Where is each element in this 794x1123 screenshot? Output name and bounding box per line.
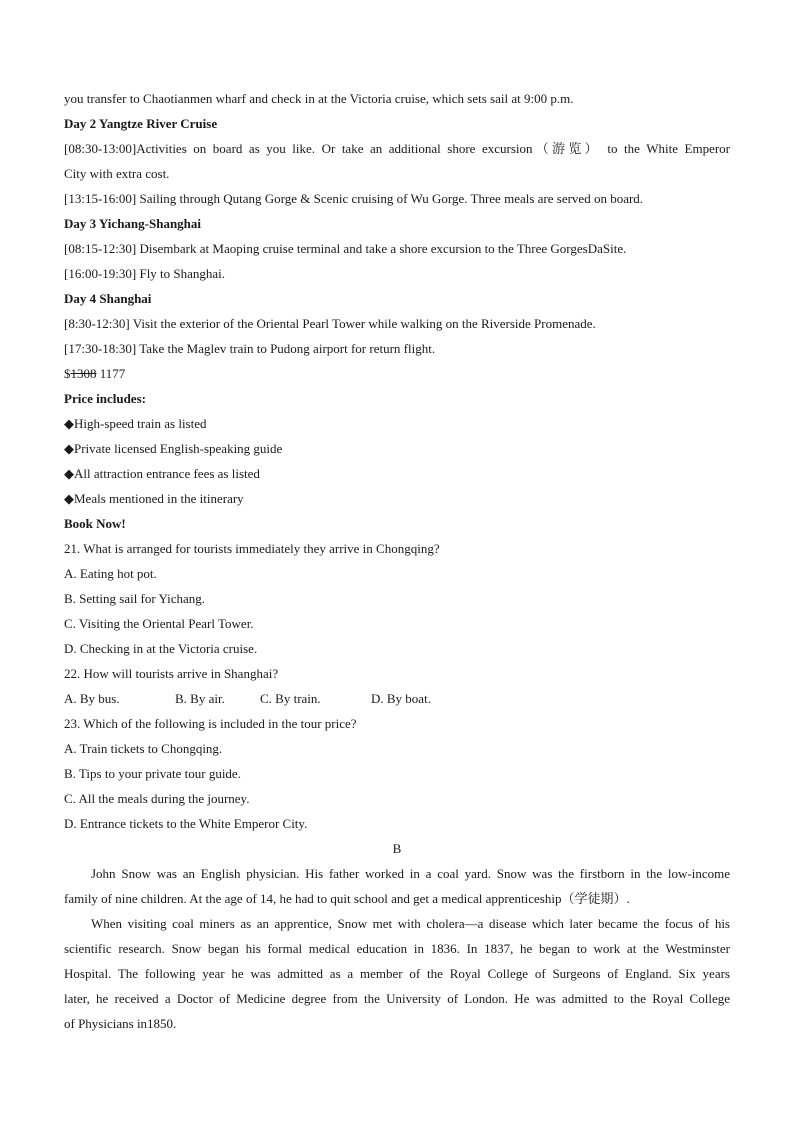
day3-item2: [16:00-19:30] Fly to Shanghai. xyxy=(64,266,226,281)
day3-item1: [08:15-12:30] Disembark at Maoping cruise terminal and take a shore excursion to the Three GorgesDaSite. xyxy=(64,241,627,256)
section-b-label: B xyxy=(392,841,402,856)
question-22-options xyxy=(64,686,730,711)
question-21-option-d: D. Checking in at the Victoria cruise. xyxy=(64,641,258,656)
question-21-option-c: C. Visiting the Oriental Pearl Tower. xyxy=(64,616,254,631)
includes-item: ◆All attraction entrance fees as listed xyxy=(64,466,260,481)
question-21-option-a: A. Eating hot pot. xyxy=(64,566,157,581)
question-22-option-a: A. By bus. xyxy=(64,691,120,706)
question-21-stem: 21. What is arranged for tourists immediately they arrive in Chongqing? xyxy=(64,541,440,556)
paragraph-2-line: scientific research. Snow began his formal medical education in 1836. In 1837, he began to work at the Westminster xyxy=(64,941,730,956)
question-22-option-c: C. By train. xyxy=(260,691,321,706)
day2-item2: [13:15-16:00] Sailing through Qutang Gorge & Scenic cruising of Wu Gorge. Three meals are served on board. xyxy=(64,191,644,206)
day2-item1-line1: [08:30-13:00]Activities on board as you like. Or take an additional shore excursion（游览） to the White Emperor xyxy=(64,141,730,156)
question-23-option-c: C. All the meals during the journey. xyxy=(64,791,250,806)
day3-heading: Day 3 Yichang-Shanghai xyxy=(64,216,202,231)
question-22-option-b: B. By air. xyxy=(175,691,225,706)
day2-heading: Day 2 Yangtze River Cruise xyxy=(64,116,218,131)
book-now: Book Now! xyxy=(64,516,126,531)
price-line xyxy=(64,361,730,386)
price-currency: $ xyxy=(64,366,71,381)
price-old: 1308 xyxy=(70,366,97,381)
day2-item1-line2: City with extra cost. xyxy=(64,166,170,181)
includes-item: ◆Meals mentioned in the itinerary xyxy=(64,491,244,506)
day4-item2: [17:30-18:30] Take the Maglev train to Pudong airport for return flight. xyxy=(64,341,436,356)
day4-item1: [8:30-12:30] Visit the exterior of the Oriental Pearl Tower while walking on the Riverside Promenade. xyxy=(64,316,596,331)
paragraph-2-line: of Physicians in1850. xyxy=(64,1016,177,1031)
question-21-option-b: B. Setting sail for Yichang. xyxy=(64,591,206,606)
question-23-option-b: B. Tips to your private tour guide. xyxy=(64,766,241,781)
day4-heading: Day 4 Shanghai xyxy=(64,291,152,306)
paragraph-2-line: When visiting coal miners as an apprentice, Snow met with cholera—a disease which later became the focus of his xyxy=(91,916,730,931)
question-23-stem: 23. Which of the following is included in the tour price? xyxy=(64,716,357,731)
question-23-option-d: D. Entrance tickets to the White Emperor City. xyxy=(64,816,308,831)
includes-heading: Price includes: xyxy=(64,391,146,406)
question-22-stem: 22. How will tourists arrive in Shanghai? xyxy=(64,666,279,681)
price-new: 1177 xyxy=(99,366,126,381)
question-23-option-a: A. Train tickets to Chongqing. xyxy=(64,741,223,756)
paragraph-1-line: John Snow was an English physician. His father worked in a coal yard. Snow was the firstborn in the low-income xyxy=(91,866,730,881)
includes-item: ◆High-speed train as listed xyxy=(64,416,207,431)
question-22-option-d: D. By boat. xyxy=(371,691,431,706)
includes-item: ◆Private licensed English-speaking guide xyxy=(64,441,283,456)
intro-line: you transfer to Chaotianmen wharf and check in at the Victoria cruise, which sets sail at 9:00 p.m. xyxy=(64,91,574,106)
paragraph-2-line: Hospital. The following year he was admitted as a member of the Royal College of Surgeons of England. Six years xyxy=(64,966,730,981)
paragraph-2-line: later, he received a Doctor of Medicine degree from the University of London. He was admitted to the Royal College xyxy=(64,991,730,1006)
document-page xyxy=(64,86,730,1036)
paragraph-1-line: family of nine children. At the age of 14, he had to quit school and get a medical apprenticeship（学徒期）. xyxy=(64,891,630,906)
